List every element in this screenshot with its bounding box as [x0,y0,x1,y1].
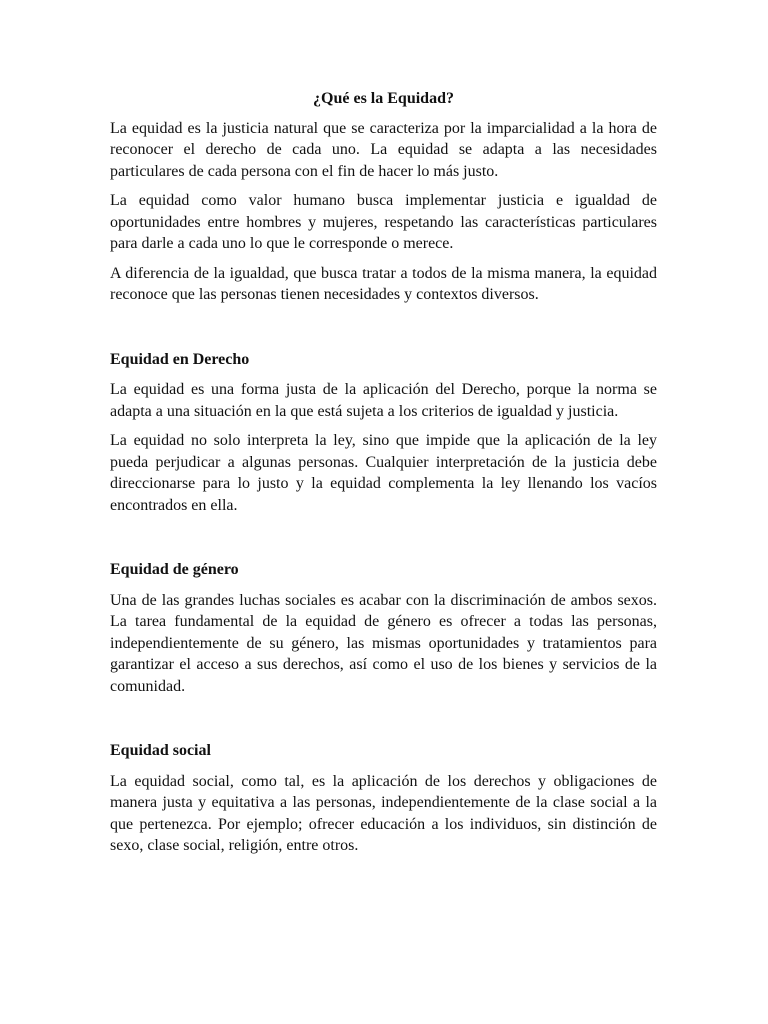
document-title: ¿Qué es la Equidad? [313,90,454,107]
section-heading-derecho: Equidad en Derecho [110,350,250,368]
section-paragraph: La equidad es una forma justa de la aplicación del Derecho, porque la norma se adapta a una situación en la que está sujeta a los criterios de igualdad y justicia. [110,381,657,420]
intro-paragraph: La equidad como valor humano busca implementar justicia e igualdad de oportunidades entre hombres y mujeres, respetando las características particulares para darle a cada uno lo que le corresponde o merece. [110,192,657,252]
section-paragraph: La equidad no solo interpreta la ley, sino que impide que la aplicación de la ley pueda perjudicar a algunas personas. Cualquier interpretación de la justicia debe direccionarse para lo justo y la equidad complementa la ley llenando los vacíos encontrados en ella. [110,432,657,514]
intro-paragraph: La equidad es la justicia natural que se caracteriza por la imparcialidad a la hora de reconocer el derecho de cada uno. La equidad se adapta a las necesidades particulares de cada persona con el fin de hacer lo más justo. [110,119,657,180]
intro-paragraph: A diferencia de la igualdad, que busca tratar a todos de la misma manera, la equidad reconoce que las personas tienen necesidades y contextos diversos. [110,264,657,303]
section-heading-social: Equidad social [110,742,211,759]
section-heading-genero: Equidad de género [110,561,239,578]
document-page [110,88,657,865]
section-paragraph: La equidad social, como tal, es la aplicación de los derechos y obligaciones de manera justa y equitativa a las personas, independientemente de la clase social a la que pertenezca. Por ejemplo; ofrecer educación a los individuos, sin distinción de sexo, clase social, religión, entre otros. [110,772,657,854]
section-paragraph: Una de las grandes luchas sociales es acabar con la discriminación de ambos sexos. La tarea fundamental de la equidad de género es ofrecer a todas las personas, independientemente de su género, las mismas oportunidades y tratamientos para garantizar el acceso a sus derechos, así como el uso de los bienes y servicios de la comunidad. [110,591,657,695]
